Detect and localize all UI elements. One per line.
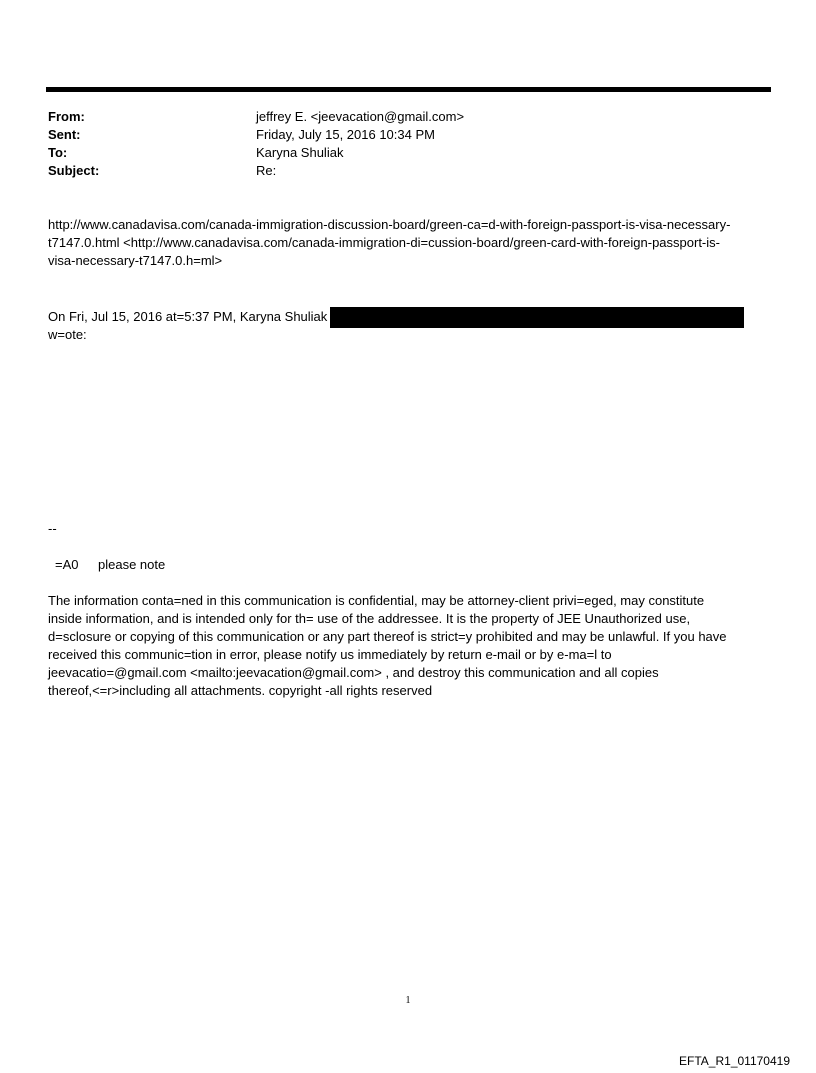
- header-rule: [46, 87, 771, 92]
- note-code: =A0: [55, 557, 79, 572]
- quote-line-2: w=ote:: [48, 327, 87, 342]
- link-line-3[interactable]: visa-necessary-t7147.0.h=ml>: [48, 253, 223, 268]
- disclaimer-line-6: thereof,<=r>including all attachments. copyright -all rights reserved: [48, 683, 433, 698]
- from-value: jeffrey E. <jeevacation@gmail.com>: [256, 109, 465, 124]
- link-line-2[interactable]: t7147.0.html <http://www.canadavisa.com/canada-immigration-di=cussion-board/green-card-with-foreign-passport-is-: [48, 235, 720, 250]
- to-label: To:: [48, 145, 68, 160]
- sent-row: [48, 126, 748, 144]
- redaction-bar: [330, 307, 744, 328]
- sent-value: Friday, July 15, 2016 10:34 PM: [256, 127, 435, 142]
- disclaimer-line-2: inside information, and is intended only for th= use of the addressee. It is the property of JEE Unauthorized use,: [48, 611, 691, 626]
- to-value: Karyna Shuliak: [256, 145, 344, 160]
- disclaimer-line-4: received this communic=tion in error, please notify us immediately by return e-mail or by e-ma=l to: [48, 647, 612, 662]
- disclaimer-line-1: The information conta=ned in this communication is confidential, may be attorney-client privi=eged, may constitute: [48, 593, 705, 608]
- from-row: [48, 108, 748, 126]
- sent-label: Sent:: [48, 127, 81, 142]
- link-line-1[interactable]: http://www.canadavisa.com/canada-immigration-discussion-board/green-ca=d-with-foreign-passport-is-visa-necessary-: [48, 217, 731, 232]
- subject-value: Re:: [256, 163, 277, 178]
- to-row: [48, 144, 748, 162]
- disclaimer-line-5[interactable]: jeevacatio=@gmail.com <mailto:jeevacation@gmail.com> , and destroy this communication and all copies: [48, 665, 659, 680]
- signature-separator: --: [48, 521, 57, 536]
- note-text: please note: [98, 557, 166, 572]
- subject-label: Subject:: [48, 163, 100, 178]
- page-number: 1: [405, 995, 411, 1006]
- disclaimer-line-3: d=sclosure or copying of this communication or any part thereof is strict=y prohibited and may be unlawful. If you have: [48, 629, 727, 644]
- from-label: From:: [48, 109, 85, 124]
- quote-line-1: On Fri, Jul 15, 2016 at=5:37 PM, Karyna Shuliak: [48, 309, 328, 324]
- document-id: EFTA_R1_01170419: [679, 1054, 790, 1068]
- subject-row: [48, 162, 748, 180]
